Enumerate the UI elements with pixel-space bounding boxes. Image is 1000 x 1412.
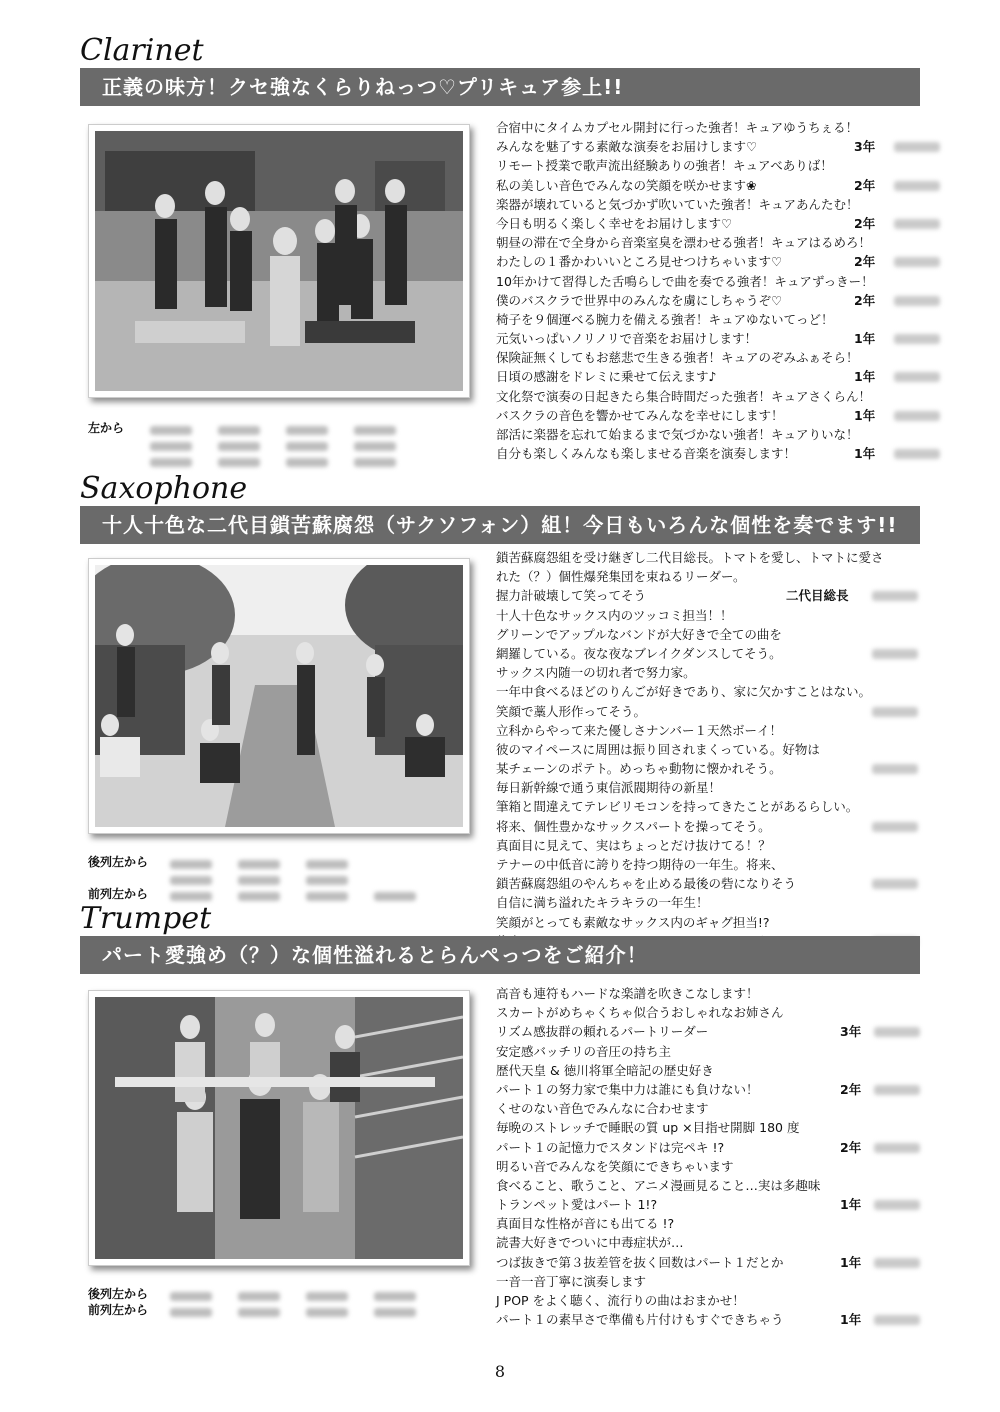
description-text: テナーの中低音に誇りを持つ期待の一年生。将来、 <box>496 857 784 872</box>
member-grade: 2年 <box>840 1081 862 1097</box>
description-line <box>496 663 920 682</box>
description-line <box>496 1214 920 1233</box>
description-line <box>496 444 920 463</box>
clarinet-group-photo <box>88 124 470 398</box>
member-grade: 二代目総長 <box>786 588 849 604</box>
description-line <box>496 1022 920 1041</box>
description-text: バスクラの音色を響かせてみんなを幸せにします！ <box>496 407 784 423</box>
description-line <box>496 118 920 137</box>
description-line <box>496 1061 920 1080</box>
trumpet-member-descriptions <box>496 984 920 1329</box>
description-text: わたしの１番かわいいところ見せつけちゃいます♡ <box>496 254 783 270</box>
description-text: 笑顔がとっても素敵なサックス内のギャグ担当!? <box>496 914 770 930</box>
member-grade: 3年 <box>840 1024 862 1040</box>
description-line <box>496 406 920 425</box>
saxophone-banner: 十人十色な二代目鎖苦蘇腐怨（サクソフォン）組！今日もいろんな個性を奏でます!! <box>80 506 920 544</box>
description-text: 彼のマイペースに周囲は振り回されまくっている。好物は <box>496 741 820 757</box>
trumpet-caption-back: 後列左から <box>88 1287 149 1301</box>
description-line <box>496 156 920 175</box>
trumpet-banner: パート愛強め（？）な個性溢れるとらんぺっつをご紹介！ <box>80 936 920 974</box>
member-grade: 2年 <box>854 292 876 308</box>
description-line <box>496 387 920 406</box>
member-grade: 1年 <box>854 407 876 423</box>
trumpet-section-title: Trumpet <box>80 901 212 936</box>
redacted-name <box>874 1258 920 1268</box>
description-text: スカートがめちゃくちゃ似合うおしゃれなお姉さん <box>496 1005 784 1021</box>
description-line <box>496 1272 920 1291</box>
description-line <box>496 272 920 291</box>
description-text: 食べること、歌うこと、アニメ漫画見ること…実は多趣味 <box>496 1177 821 1193</box>
description-text: 部活に楽器を忘れて始まるまで気づかない強者！キュアりいな！ <box>496 427 859 442</box>
saxophone-caption-front: 前列左から <box>88 887 149 901</box>
saxophone-member-descriptions <box>496 548 920 951</box>
description-text: 文化祭で演奏の日起きたら集合時間だった強者！キュアさくらん！ <box>496 388 872 404</box>
redacted-name <box>874 1143 920 1153</box>
description-line <box>496 740 920 759</box>
description-line <box>496 682 920 701</box>
saxophone-caption-back: 後列左から <box>88 855 149 869</box>
description-line <box>496 1118 920 1137</box>
description-line <box>496 425 920 444</box>
description-line <box>496 836 920 855</box>
description-text: 明るい音でみんなを笑顔にできちゃいます <box>496 1158 734 1174</box>
description-text: 朝昼の滞在で全身から音楽室臭を漂わせる強者！キュアはるめろ！ <box>496 235 872 251</box>
description-line <box>496 913 920 932</box>
description-text: 今日も明るく楽しく幸せをお届けします♡ <box>496 215 733 231</box>
description-text: 毎晩のストレッチで睡眠の質 up ×目指せ開脚 180 度 <box>496 1120 800 1136</box>
description-line <box>496 778 920 797</box>
description-text: 毎日新幹線で通う東信派閥期待の新星！ <box>496 780 722 796</box>
description-line <box>496 329 920 348</box>
description-text: 握力計破壊して笑ってそう <box>496 588 647 604</box>
description-text: 十人十色なサックス内のツッコミ担当！！ <box>496 607 733 623</box>
description-line <box>496 797 920 816</box>
description-line <box>496 644 920 663</box>
member-grade: 2年 <box>854 177 876 193</box>
description-text: 安定感バッチリの音圧の持ち主 <box>496 1043 672 1059</box>
redacted-name <box>894 449 940 459</box>
description-line <box>496 195 920 214</box>
description-text: 合宿中にタイムカプセル開封に行った強者！キュアゆうちぇる！ <box>496 120 859 135</box>
description-text: 僕のバスクラで世界中のみんなを虜にしちゃうぞ♡ <box>496 292 783 308</box>
saxophone-group-photo <box>88 558 470 834</box>
member-grade: 1年 <box>854 331 876 347</box>
description-line <box>496 233 920 252</box>
description-text: リモート授業で歌声流出経験ありの強者！キュアべありば！ <box>496 158 833 174</box>
description-text: 保険証無くしてもお慈悲で生きる強者！キュアのぞみふぁそら！ <box>496 350 859 366</box>
redacted-name <box>894 219 940 229</box>
page-number: 8 <box>494 1362 506 1381</box>
description-line <box>496 291 920 310</box>
description-line <box>496 1233 920 1252</box>
description-text: 網羅している。夜な夜なブレイクダンスしてそう。 <box>496 645 782 661</box>
description-text: 自分も楽しくみんなも楽しませる音楽を演奏します！ <box>496 446 797 462</box>
member-grade: 1年 <box>840 1254 862 1270</box>
description-text: 立科からやって来た優しさナンバー１天然ボーイ！ <box>496 722 783 738</box>
member-grade: 2年 <box>854 215 876 231</box>
description-line <box>496 586 920 605</box>
description-line <box>496 1042 920 1061</box>
redacted-name <box>874 1085 920 1095</box>
redacted-name <box>894 296 940 306</box>
description-text: 自信に満ち溢れたキラキラの一年生！ <box>496 895 709 911</box>
member-grade: 2年 <box>840 1139 862 1155</box>
description-line <box>496 721 920 740</box>
redacted-name <box>894 334 940 344</box>
description-line <box>496 874 920 893</box>
description-line <box>496 702 920 721</box>
redacted-name <box>872 764 918 774</box>
description-text: 鎖苦蘇腐怨組を受け継ぎし二代目総長。トマトを愛し、トマトに愛さ <box>496 550 884 565</box>
redacted-name <box>894 257 940 267</box>
description-text: リズム感抜群の頼れるパートリーダー <box>496 1024 709 1040</box>
description-text: 真面目に見えて、実はちょっとだけ抜けてる！？ <box>496 837 771 853</box>
description-text: 筆箱と間違えてテレビリモコンを持ってきたことがあるらしい。 <box>496 799 859 815</box>
clarinet-names-redacted <box>150 420 480 468</box>
member-grade: 3年 <box>854 139 876 155</box>
redacted-name <box>872 822 918 832</box>
redacted-name <box>894 142 940 152</box>
description-line <box>496 310 920 329</box>
description-text: 将来、個性豊かなサックスパートを操ってそう。 <box>496 818 771 834</box>
description-text: くせのない音色でみんなに合わせます <box>496 1101 709 1117</box>
redacted-name <box>872 879 918 889</box>
description-line <box>496 984 920 1003</box>
description-text: グリーンでアップルなバンドが大好きで全ての曲を <box>496 626 782 642</box>
description-text: 某チェーンのポテト。めっちゃ動物に懐かれそう。 <box>496 761 782 777</box>
description-line <box>496 1253 920 1272</box>
clarinet-member-descriptions <box>496 118 920 463</box>
redacted-name <box>872 591 918 601</box>
description-text: みんなを魅了する素敵な演奏をお届けします♡ <box>496 139 758 155</box>
description-line <box>496 567 920 586</box>
description-line <box>496 252 920 271</box>
description-line <box>496 367 920 386</box>
description-text: 日頃の感謝をドレミに乗せて伝えます♪ <box>496 369 717 385</box>
description-text: パート１の努力家で集中力は誰にも負けない！ <box>496 1081 759 1097</box>
redacted-name <box>872 649 918 659</box>
description-text: 楽器が壊れていると気づかず吹いていた強者！キュアあんたむ！ <box>496 196 859 212</box>
description-line <box>496 855 920 874</box>
description-line <box>496 1195 920 1214</box>
member-grade: 2年 <box>854 254 876 270</box>
description-text: J POP をよく聴く、流行りの曲はおまかせ！ <box>496 1293 745 1308</box>
description-text: 一音一音丁寧に演奏します <box>496 1273 647 1289</box>
description-text: 歴代天皇 & 徳川将軍全暗記の歴史好き <box>496 1062 714 1078</box>
description-line <box>496 548 920 567</box>
clarinet-banner: 正義の味方！クセ強なくらりねっつ♡プリキュア参上!! <box>80 68 920 106</box>
description-text: パート１の記憶力でスタンドは完ペキ !? <box>496 1139 725 1155</box>
description-line <box>496 1291 920 1310</box>
redacted-name <box>874 1315 920 1325</box>
description-line <box>496 1138 920 1157</box>
description-text: つば抜きで第３抜差管を抜く回数はパート１だとか <box>496 1254 784 1270</box>
saxophone-section-title: Saxophone <box>80 471 248 506</box>
description-line <box>496 1176 920 1195</box>
description-line <box>496 1080 920 1099</box>
description-line <box>496 1099 920 1118</box>
description-text: 椅子を９個運べる腕力を備える強者！キュアゆないてっど！ <box>496 311 834 327</box>
redacted-name <box>894 181 940 191</box>
description-text: 元気いっぱいノリノリで音楽をお届けします！ <box>496 331 758 347</box>
redacted-name <box>874 1027 920 1037</box>
clarinet-section-title: Clarinet <box>80 33 204 68</box>
description-text: トランペット愛はパート 1!? <box>496 1197 658 1213</box>
description-line <box>496 1157 920 1176</box>
member-grade: 1年 <box>854 446 876 462</box>
description-text: 読書大好きでついに中毒症状が… <box>496 1235 684 1251</box>
saxophone-names-redacted <box>170 854 470 902</box>
description-text: 真面目な性格が音にも出てる !? <box>496 1216 675 1232</box>
description-text: サックス内随一の切れ者で努力家。 <box>496 665 696 681</box>
description-text: 10年かけて習得した舌鳴らしで曲を奏でる強者！キュアずっきー！ <box>496 273 874 289</box>
description-text: 笑顔で藁人形作ってそう。 <box>496 703 647 719</box>
description-line <box>496 759 920 778</box>
clarinet-caption-label: 左から <box>88 421 125 435</box>
description-line <box>496 176 920 195</box>
trumpet-group-photo <box>88 990 470 1266</box>
description-line <box>496 606 920 625</box>
description-text: 鎖苦蘇腐怨組のやんちゃを止める最後の砦になりそう <box>496 876 797 892</box>
member-grade: 1年 <box>854 369 876 385</box>
clarinet-photo-caption <box>88 420 124 436</box>
description-text: 高音も連符もハードな楽譜を吹きこなします！ <box>496 986 759 1001</box>
description-text: れた（？）個性爆発集団を束ねるリーダー。 <box>496 569 746 585</box>
member-grade: 1年 <box>840 1312 862 1328</box>
description-line <box>496 214 920 233</box>
description-line <box>496 348 920 367</box>
redacted-name <box>894 411 940 421</box>
trumpet-names-redacted <box>170 1286 470 1318</box>
description-text: パート１の素早さで準備も片付けもすぐできちゃう <box>496 1312 784 1328</box>
description-line <box>496 893 920 912</box>
description-line <box>496 1003 920 1022</box>
description-line <box>496 625 920 644</box>
trumpet-caption-front: 前列左から <box>88 1303 149 1317</box>
description-line <box>496 1310 920 1329</box>
redacted-name <box>872 707 918 717</box>
member-grade: 1年 <box>840 1197 862 1213</box>
description-line <box>496 137 920 156</box>
description-line <box>496 817 920 836</box>
redacted-name <box>894 372 940 382</box>
description-text: 私の美しい音色でみんなの笑顔を咲かせます❀ <box>496 177 757 193</box>
description-text: 一年中食べるほどのりんごが好きであり、家に欠かすことはない。 <box>496 684 872 700</box>
redacted-name <box>874 1200 920 1210</box>
